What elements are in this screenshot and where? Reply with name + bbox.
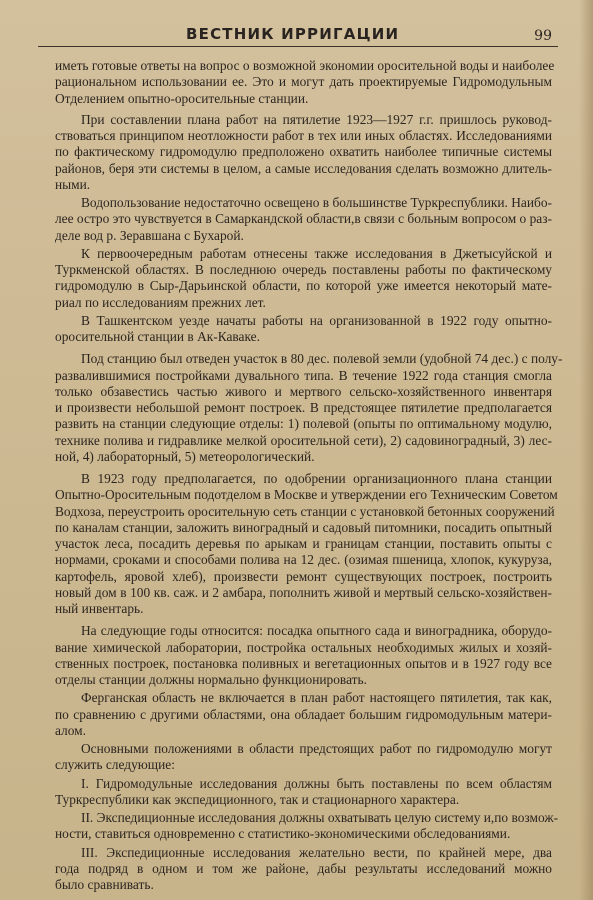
paragraph	[55, 313, 552, 346]
text-line: III. Экспедиционные исследования желательно вести, по крайней мере, два	[81, 844, 552, 860]
text-line: участок леса, посадить деревья по арыкам и границам станции, поставить опыты с	[55, 536, 552, 551]
page-number: 99	[534, 28, 552, 44]
text-line: Водхоза, переустроить оросительную сеть станции с установкой бетонных сооружений	[55, 503, 555, 519]
text-line: технике полива и гидравлике мелкой оросительной сети), 2) садовиноградный, 3) лес-	[55, 432, 552, 448]
text-line: ными.	[55, 176, 91, 192]
paragraph	[55, 246, 552, 311]
text-line: вание химической лаборатории, постройка остальных необходимых жилых и хозяй-	[55, 639, 552, 655]
paragraph	[55, 471, 558, 617]
journal-title: ВЕСТНИК ИРРИГАЦИИ	[186, 25, 400, 43]
text-line: Туркменской областях. В последнюю очередь поставлены работы по фактическому	[55, 262, 552, 277]
paragraph	[55, 741, 552, 774]
text-line: лее остро это чувствуется в Самаркандской области,в связи с больным вопросом о раз-	[55, 211, 552, 227]
text-line: гидромодулю в Сыр-Дарьинской области, по которой уже имеется некоторый мате-	[55, 278, 552, 294]
text-line: Ферганская область не включается в план работ настоящего пятилетия, так как,	[81, 690, 552, 706]
text-line: Под станцию был отведен участок в 80 дес. полевой земли (удобной 74 дес.) с полу-	[81, 351, 563, 367]
text-line: иметь готовые ответы на вопрос о возможной экономии оросительной воды и наиболее	[55, 58, 555, 73]
text-line: Основными положениями в области предстоящих работ по гидромодулю могут	[81, 741, 552, 756]
text-line: и произвести небольшой ремонт построек. В предстоящее пятилетие предполагается	[55, 400, 552, 415]
running-head	[38, 22, 558, 48]
paragraph	[55, 112, 552, 193]
text-line: риал по исследованиям прежних лет.	[55, 294, 266, 310]
text-line: года подряд в одном и том же районе, дабы результаты исследований можно	[55, 860, 552, 876]
text-line: В Ташкентском уезде начаты работы на организованной в 1922 году опытно-	[81, 312, 552, 328]
paragraph	[55, 845, 552, 894]
text-line: по каналам станции, заложить виноградный и садовый питомники, посадить опытный	[55, 519, 552, 535]
text-line: деле вод р. Зеравшана с Бухарой.	[55, 227, 244, 243]
text-line: только обзавестись частью живого и мертвого сельско-хозяйственного инвентаря	[55, 383, 552, 399]
body-text	[55, 58, 563, 893]
text-line: алом.	[55, 722, 87, 738]
text-line: было сравнивать.	[55, 877, 154, 892]
text-line: развалившимися постройками дувального типа. В течение 1922 года станция смогла	[55, 367, 552, 383]
text-line: Отделением опытно-оросительные станции.	[55, 90, 309, 106]
text-line: К первоочередным работам отнесены также исследования в Джетысуйской и	[81, 245, 552, 261]
text-line: новый дом в 100 кв. саж. и 2 амбара, пополнить живой и мертвый сельско-хозяйствен-	[55, 584, 552, 600]
text-line: по сравнению с другими областями, она обладает большим гидромодульным матери-	[55, 706, 552, 722]
text-line: развить на станции следующие отделы: 1) полевой (опыты по оптимальному модулю,	[55, 416, 552, 432]
text-line: отделы станции должны нормально функционировать.	[55, 672, 367, 687]
text-line: В 1923 году предполагается, по одобрении организационного плана станции	[81, 471, 552, 486]
header-rule	[38, 46, 558, 47]
paragraph	[55, 810, 559, 843]
text-line: ный инвентарь.	[55, 601, 144, 616]
text-line: ности, ставиться одновременно с статистико-экономическими обследованиями.	[55, 826, 511, 842]
paragraph	[55, 195, 552, 244]
text-line: При составлении плана работ на пятилетие 1923—1927 г.г. пришлось руковод-	[81, 111, 552, 127]
text-line: Водопользование недостаточно освещено в большинстве Туркреспублики. Наибо-	[81, 195, 552, 210]
paragraph	[55, 351, 563, 465]
text-line: нормами, сроками и способами полива на 12 дес. (озимая пшеница, хлопок, кукуруза,	[55, 552, 552, 568]
text-line: ственных построек, постановка поливных и вегетационных опытов и в 1927 году все	[55, 655, 552, 671]
text-line: по фактическому гидромодулю предположено охватить наиболее типичные системы	[55, 144, 552, 160]
text-line: ной, 4) лабораторный, 5) метеорологический.	[55, 448, 315, 464]
paragraph	[55, 776, 552, 809]
text-line: На следующие годы относится: посадка опытного сада и виноградника, оборудо-	[81, 623, 552, 639]
text-line: картофель, яровой хлеб), произвести ремонт существующих построек, построить	[55, 568, 552, 584]
paragraph	[55, 690, 552, 739]
text-line: оросительной станции в Ак-Каваке.	[55, 329, 260, 344]
text-line: Опытно-Оросительным подотделом в Москве и утверждении его Техническим Советом	[55, 487, 558, 503]
paragraph	[55, 623, 552, 688]
text-line: I. Гидромодульные исследования должны быть поставлены по всем областям	[81, 775, 552, 791]
text-line: районов, беря эти системы в целом, а самые исследования сделать возможно длитель-	[55, 160, 552, 176]
text-line: II. Экспедиционные исследования должны охватывать целую систему и,по возмож-	[81, 810, 559, 825]
text-line: Туркреспублики как экспедиционного, так и стационарного характера.	[55, 791, 460, 807]
text-line: ствоваться принципом неотложности работ в тех или иных областях. Исследованиями	[55, 128, 552, 143]
text-line: рациональном использовании ее. Это и могут дать проектируемые Гидромодульным	[55, 74, 552, 90]
paragraph	[55, 58, 555, 107]
text-line: служить следующие:	[55, 757, 175, 773]
